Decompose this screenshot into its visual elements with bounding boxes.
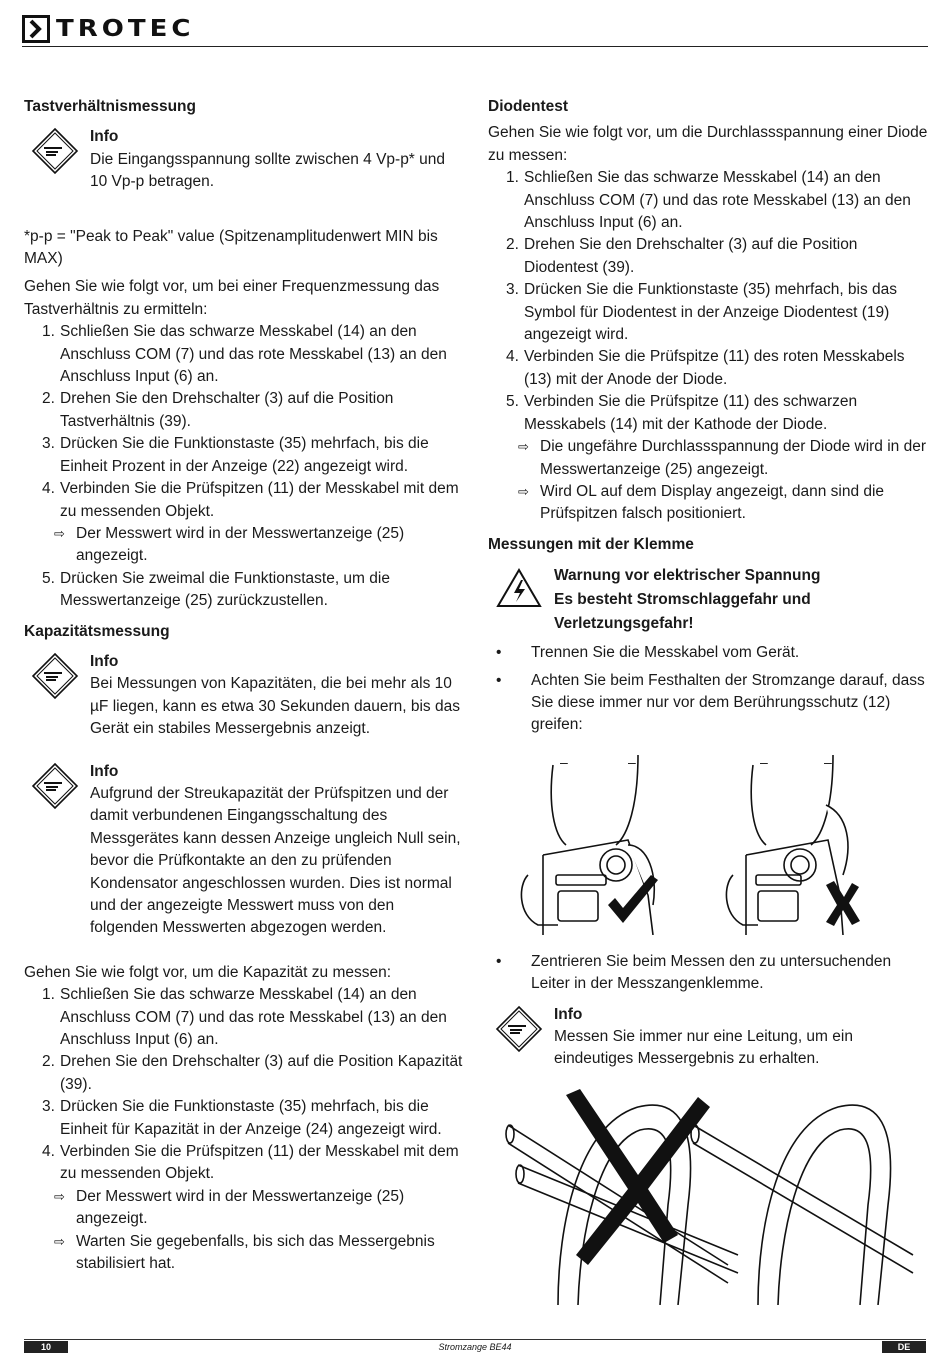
- diode-steps: [488, 167, 928, 436]
- info-text: Messen Sie immer nur eine Leitung, um ein eindeutiges Messergebnis zu erhalten.: [554, 1027, 853, 1068]
- info-text: Die Eingangsspannung sollte zwischen 4 Vp-p* und 10 Vp-p betragen.: [90, 150, 446, 191]
- info-hand-icon: [30, 761, 80, 811]
- list-item: 3. Drücken Sie die Funktionstaste (35) mehrfach, bis die Einheit für Kapazität in der Anzeige (24) angezeigt wird.: [42, 1098, 442, 1138]
- high-voltage-warning-icon: [494, 564, 544, 614]
- result-item: ⇨ Warten Sie gegebenfalls, bis sich das Messergebnis stabilisiert hat.: [24, 1231, 464, 1276]
- list-item: 5. Drücken Sie zweimal die Funktionstaste, um die Messwertanzeige (25) zurückzustellen.: [42, 569, 390, 610]
- list-item: • Achten Sie beim Festhalten der Stromzange darauf, dass Sie diese immer nur vor dem Berührungsschutz (12) greifen:: [496, 671, 925, 734]
- cross-mark-icon: [826, 881, 860, 926]
- info-box-clamp: [488, 1004, 928, 1071]
- section-heading-cap: Kapazitätsmessung: [24, 622, 170, 640]
- diode-intro: Gehen Sie wie folgt vor, um die Durchlassspannung einer Diode zu messen:: [488, 124, 928, 164]
- figure-conductor-placement: [488, 1085, 928, 1305]
- result-arrow-icon: ⇨: [54, 1188, 65, 1204]
- info-title: Info: [554, 1005, 583, 1023]
- result-arrow-icon: ⇨: [54, 525, 65, 541]
- svg-text:–: –: [560, 753, 568, 770]
- info-box-cap-2: [24, 761, 464, 940]
- left-column: [24, 96, 464, 1276]
- result-item: ⇨ Wird OL auf dem Display angezeigt, dann sind die Prüfspitzen falsch positioniert.: [488, 481, 928, 526]
- cap-steps: [24, 984, 464, 1186]
- list-item: • Trennen Sie die Messkabel vom Gerät.: [496, 644, 800, 662]
- page-number: 10: [24, 1341, 68, 1353]
- figure-grip-correct-incorrect: [488, 745, 928, 935]
- result-arrow-icon: ⇨: [518, 439, 529, 455]
- list-item: 2. Drehen Sie den Drehschalter (3) auf die Position Kapazität (39).: [42, 1053, 463, 1093]
- info-box-duty: [24, 126, 464, 193]
- section-heading-diode: Diodentest: [488, 98, 569, 115]
- info-box-cap-1: [24, 651, 464, 741]
- list-item: 2. Drehen Sie den Drehschalter (3) auf die Position Diodentest (39).: [506, 236, 858, 276]
- header-rule: [22, 46, 928, 47]
- clamp-meter-one-cable: [691, 1105, 913, 1305]
- info-text: Bei Messungen von Kapazitäten, die bei mehr als 10 µF liegen, kann es etwa 30 Sekunden dauern, bis das Gerät ein stabiles Messergebnis anzeigt.: [90, 675, 460, 738]
- list-item: 1. Schließen Sie das schwarze Messkabel (14) an den Anschluss COM (7) und das rote Messkabel (13) an den Anschluss Input (6) an.: [42, 986, 447, 1049]
- cross-mark-icon: [566, 1089, 710, 1265]
- clamp-meter-wrong-grip: [726, 754, 847, 935]
- warning-title: Warnung vor elektrischer Spannung: [554, 567, 821, 585]
- section-heading-clamp: Messungen mit der Klemme: [488, 535, 694, 553]
- duty-steps: [24, 321, 464, 523]
- section-heading-duty: Tastverhältnismessung: [24, 98, 196, 115]
- info-title: Info: [90, 762, 119, 780]
- svg-text:–: –: [760, 753, 768, 770]
- trotec-chevron-icon: [22, 15, 50, 43]
- document-title: Stromzange BE44: [438, 1342, 512, 1352]
- list-item: 4. Verbinden Sie die Prüfspitze (11) des roten Messkabels (13) mit der Anode der Diode.: [506, 348, 905, 388]
- result-item: ⇨ Der Messwert wird in der Messwertanzeige (25) angezeigt.: [24, 523, 464, 568]
- brand-name: TROTEC: [56, 15, 195, 43]
- warning-text: Es besteht Stromschlaggefahr und Verletzungsgefahr!: [554, 591, 811, 633]
- duty-intro: Gehen Sie wie folgt vor, um bei einer Frequenzmessung das Tastverhältnis zu ermitteln:: [24, 278, 440, 318]
- svg-text:–: –: [628, 753, 636, 770]
- list-item: 5. Verbinden Sie die Prüfspitze (11) des schwarzen Messkabels (14) mit der Kathode der Diode.: [506, 393, 858, 433]
- language-badge: DE: [882, 1341, 926, 1353]
- info-hand-icon: [30, 126, 80, 176]
- info-hand-icon: [494, 1004, 544, 1054]
- list-item: 2. Drehen Sie den Drehschalter (3) auf die Position Tastverhältnis (39).: [42, 390, 394, 430]
- warning-box: [488, 564, 928, 636]
- result-item: ⇨ Der Messwert wird in der Messwertanzeige (25) angezeigt.: [24, 1186, 464, 1231]
- clamp-bullets: [488, 642, 928, 737]
- right-column: [488, 96, 928, 1305]
- list-item: 4. Verbinden Sie die Prüfspitzen (11) der Messkabel mit dem zu messenden Objekt.: [42, 480, 459, 520]
- info-title: Info: [90, 652, 119, 670]
- page-footer: [24, 1339, 926, 1354]
- trotec-logo: [22, 14, 194, 44]
- cap-intro: Gehen Sie wie folgt vor, um die Kapazität zu messen:: [24, 963, 392, 981]
- list-item: 1. Schließen Sie das schwarze Messkabel (14) an den Anschluss COM (7) und das rote Messkabel (13) an den Anschluss Input (6) an.: [506, 169, 911, 232]
- duty-steps-cont: [24, 568, 464, 613]
- list-item: 1. Schließen Sie das schwarze Messkabel (14) an den Anschluss COM (7) und das rote Messkabel (13) an den Anschluss Input (6) an.: [42, 323, 447, 386]
- list-item: 4. Verbinden Sie die Prüfspitzen (11) der Messkabel mit dem zu messenden Objekt.: [42, 1143, 459, 1183]
- list-item: • Zentrieren Sie beim Messen den zu untersuchenden Leiter in der Messzangenklemme.: [496, 952, 892, 993]
- result-arrow-icon: ⇨: [54, 1233, 65, 1249]
- info-title: Info: [90, 128, 119, 146]
- result-arrow-icon: ⇨: [518, 483, 529, 499]
- clamp-bullets-2: [488, 951, 928, 996]
- svg-text:–: –: [824, 753, 832, 770]
- footnote: *p-p = "Peak to Peak" value (Spitzenamplitudenwert MIN bis MAX): [24, 227, 438, 268]
- info-hand-icon: [30, 651, 80, 701]
- list-item: 3. Drücken Sie die Funktionstaste (35) mehrfach, bis die Einheit Prozent in der Anzeige (22) angezeigt wird.: [42, 435, 429, 475]
- info-text: Aufgrund der Streukapazität der Prüfspitzen und der damit verbundenen Eingangsschaltung des Messgerätes kann dessen Anzeige ungleich Null sein, bevor die Prüfkontakte an den zu prüfenden Kondensator angeschlossen wurden. Dies ist normal und der angezeigte Messwert muss von den folgenden Messwerten abgezogen werden.: [90, 784, 461, 937]
- result-item: ⇨ Die ungefähre Durchlassspannung der Diode wird in der Messwertanzeige (25) angezeigt.: [488, 436, 928, 481]
- list-item: 3. Drücken Sie die Funktionstaste (35) mehrfach, bis das Symbol für Diodentest in der Anzeige Diodentest (19) angezeigt wird.: [506, 281, 898, 344]
